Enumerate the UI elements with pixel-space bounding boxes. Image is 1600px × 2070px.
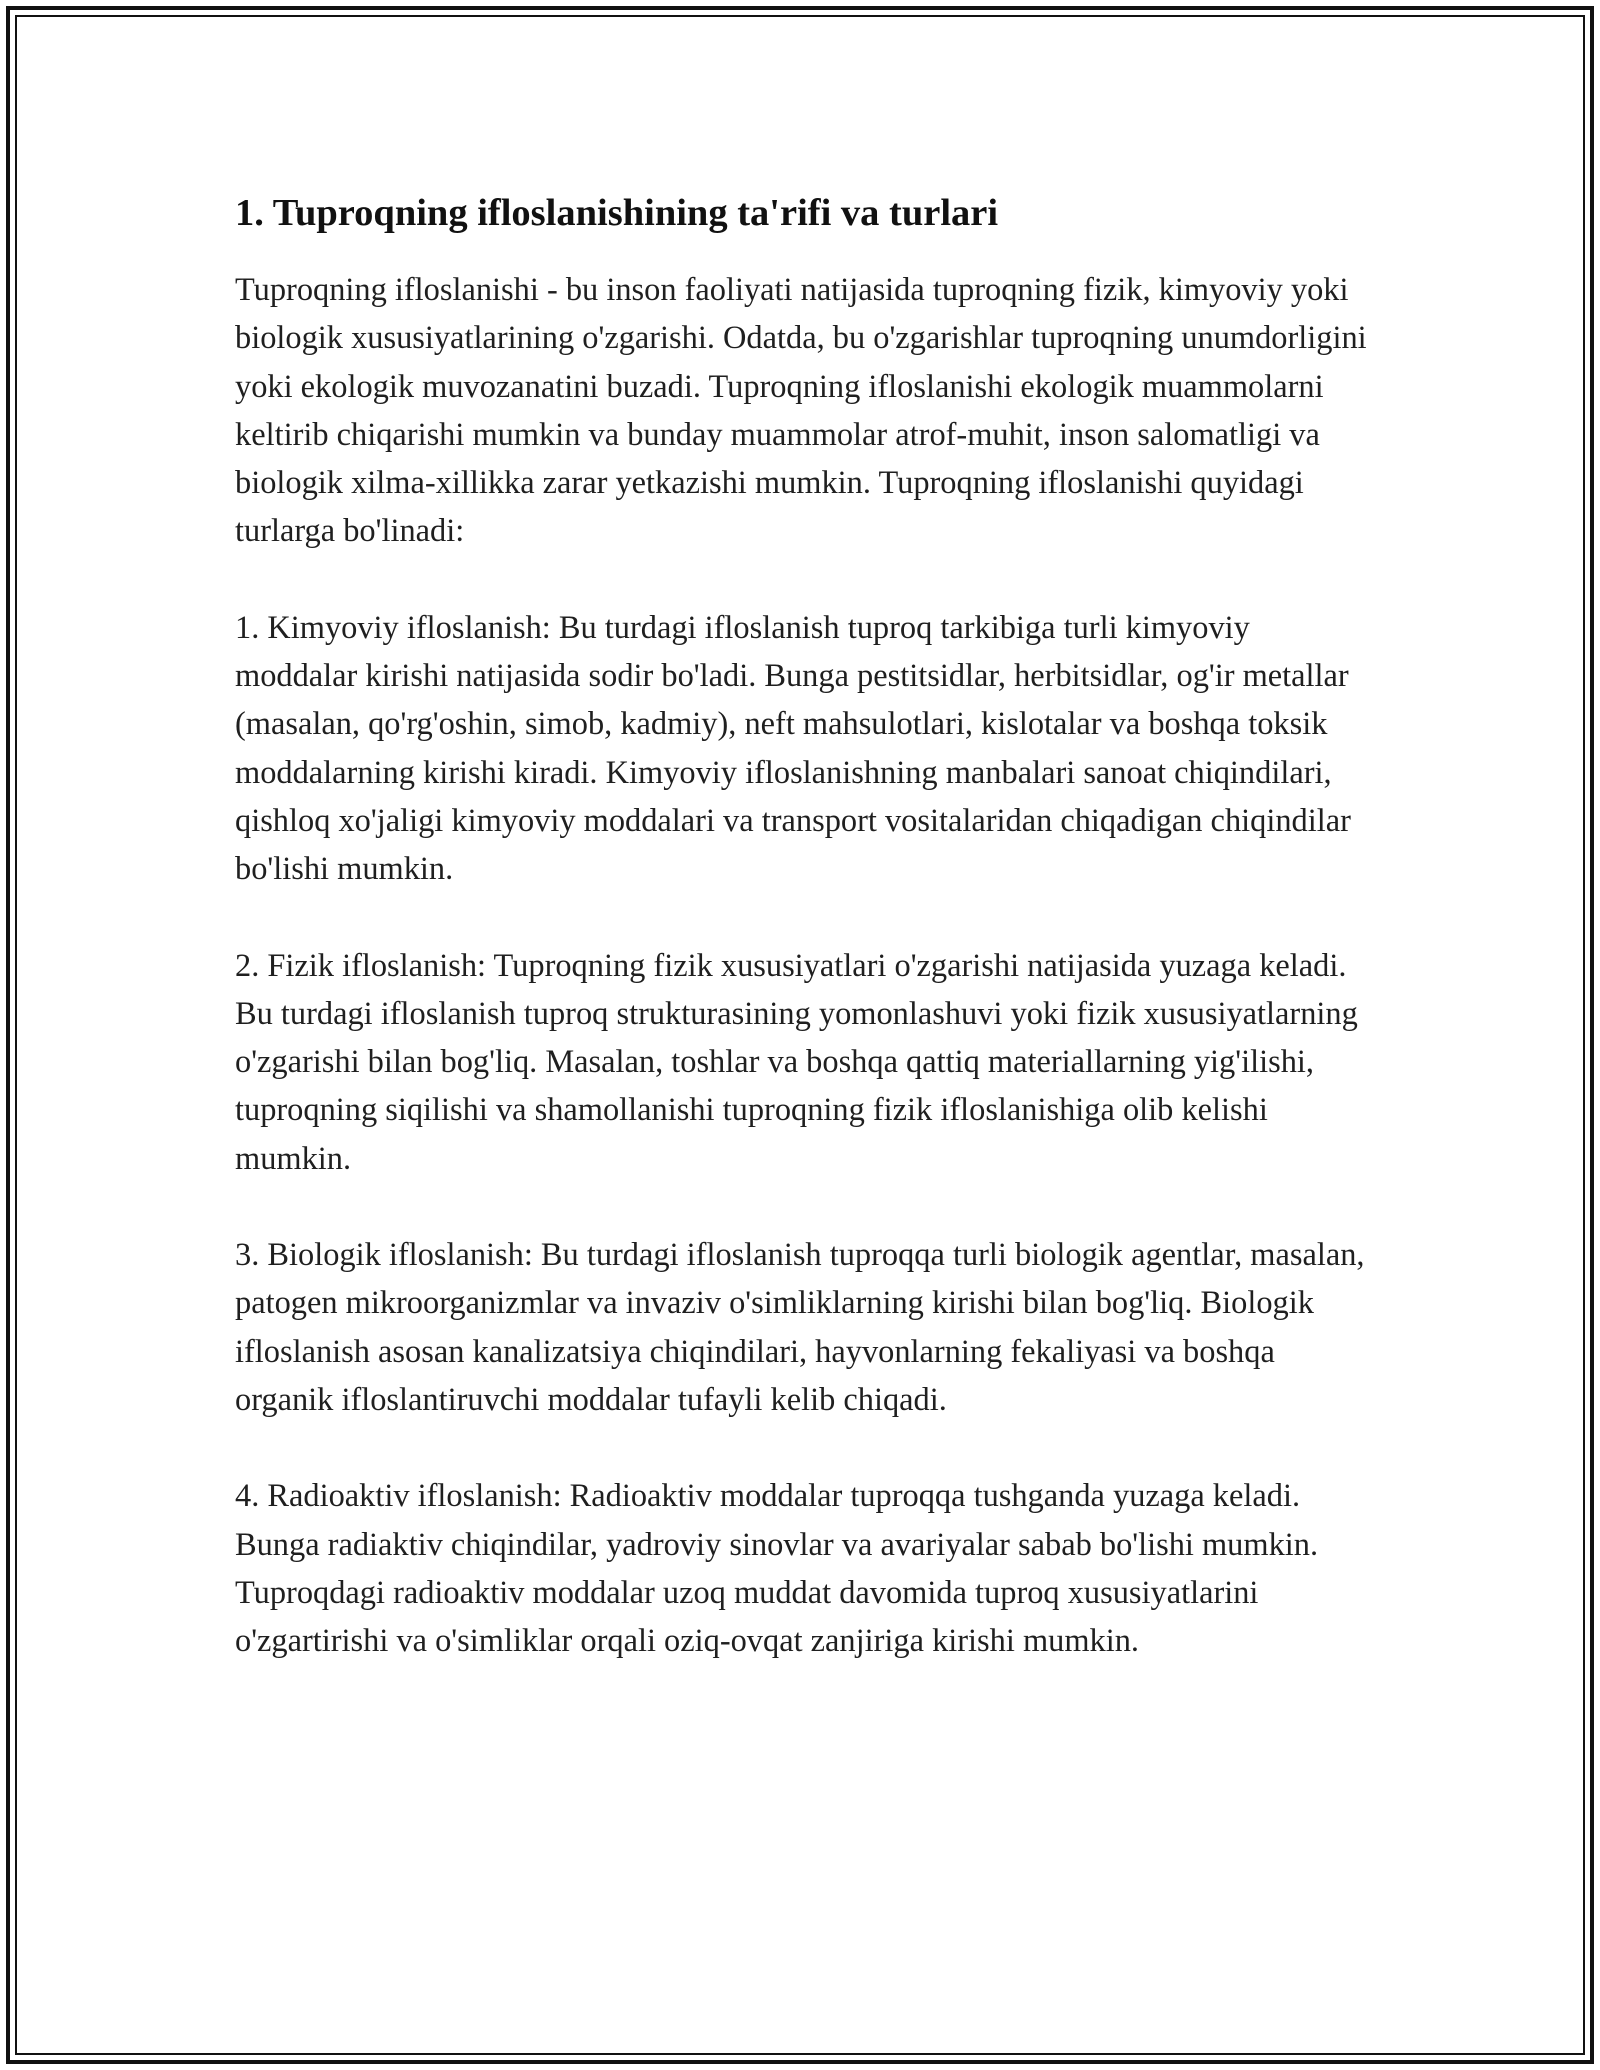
physical-pollution-paragraph: 2. Fizik ifloslanish: Tuproqning fizik xususiyatlari o'zgarishi natijasida yuzaga keladi. Bu turdagi ifloslanish tuproq strukturasining yomonlashuvi yoki fizik xususiyatlarning o'zgarishi bilan bog'liq. Masalan, toshlar va boshqa qattiq materiallarning yig'ilishi, tuproqning siqilishi va shamollanishi tuproqning fizik ifloslanishiga olib kelishi mumkin. <box>235 947 1358 1177</box>
section-heading: 1. Tuproqning ifloslanishining ta'rifi va turlari <box>235 192 999 234</box>
radioactive-pollution-paragraph: 4. Radioaktiv ifloslanish: Radioaktiv moddalar tuproqqa tushganda yuzaga keladi. Bunga radiaktiv chiqindilar, yadroviy sinovlar va avariyalar sabab bo'lishi mumkin. Tuproqdagi radioaktiv moddalar uzoq muddat davomida tuproq xususiyatlarini o'zgartirishi va o'simliklar orqali oziq-ovqat zanjiriga kirishi mumkin. <box>235 1478 1319 1660</box>
document-body <box>235 186 1375 1665</box>
intro-paragraph: Tuproqning ifloslanishi - bu inson faoliyati natijasida tuproqning fizik, kimyoviy yoki biologik xususiyatlarining o'zgarishi. Odatda, bu o'zgarishlar tuproqning unumdorligini yoki ekologik muvozanatini buzadi. Tuproqning ifloslanishi ekologik muammolarni keltirib chiqarishi mumkin va bunday muammolar atrof-muhit, inson salomatligi va biologik xilma-xillikka zarar yetkazishi mumkin. Tuproqning ifloslanishi quyidagi turlarga bo'linadi: <box>235 272 1367 550</box>
chemical-pollution-paragraph: 1. Kimyoviy ifloslanish: Bu turdagi ifloslanish tuproq tarkibiga turli kimyoviy moddalar kirishi natijasida sodir bo'ladi. Bunga pestitsidlar, herbitsidlar, og'ir metallar (masalan, qo'rg'oshin, simob, kadmiy), neft mahsulotlari, kislotalar va boshqa toksik moddalarning kirishi kiradi. Kimyoviy ifloslanishning manbalari sanoat chiqindilari, qishloq xo'jaligi kimyoviy moddalari va transport vositalaridan chiqadigan chiqindilar bo'lishi mumkin. <box>235 609 1351 888</box>
biological-pollution-paragraph: 3. Biologik ifloslanish: Bu turdagi ifloslanish tuproqqa turli biologik agentlar, masalan, patogen mikroorganizmlar va invaziv o'simliklarning kirishi bilan bog'liq. Biologik ifloslanish asosan kanalizatsiya chiqindilari, hayvonlarning fekaliyasi va boshqa organik ifloslantiruvchi moddalar tufayli kelib chiqadi. <box>235 1237 1365 1418</box>
